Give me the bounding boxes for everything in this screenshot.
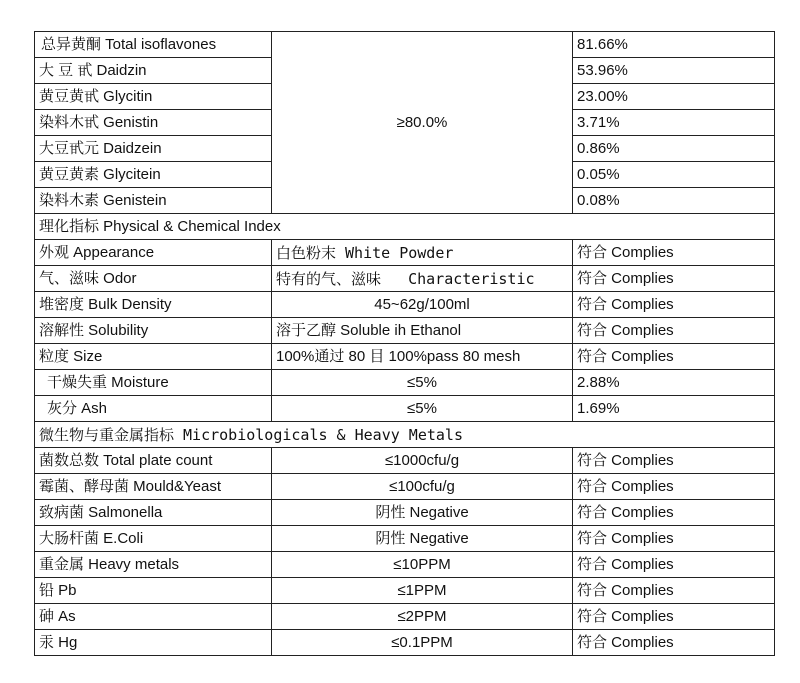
- section-header-row: [35, 422, 775, 448]
- spec-cell: 阴性 Negative: [272, 526, 573, 552]
- result-cell: 53.96%: [573, 58, 775, 84]
- item-cell: 干燥失重 Moisture: [35, 370, 272, 396]
- section-title-physical: 理化指标 Physical & Chemical Index: [35, 214, 775, 240]
- spec-cell: 溶于乙醇 Soluble ih Ethanol: [272, 318, 573, 344]
- result-cell: 符合 Complies: [573, 344, 775, 370]
- spec-cell: ≤5%: [272, 396, 573, 422]
- table-row: [35, 500, 775, 526]
- spec-cell: 白色粉末 White Powder: [272, 240, 573, 266]
- table-row: [35, 292, 775, 318]
- item-cell: 堆密度 Bulk Density: [35, 292, 272, 318]
- item-cell: 大豆甙元 Daidzein: [35, 136, 272, 162]
- table-row: [35, 526, 775, 552]
- section-title-micro: 微生物与重金属指标 Microbiologicals & Heavy Metals: [35, 422, 775, 448]
- spec-cell: ≤5%: [272, 370, 573, 396]
- item-cell: 铅 Pb: [35, 578, 272, 604]
- result-cell: 符合 Complies: [573, 552, 775, 578]
- spec-cell: ≤1PPM: [272, 578, 573, 604]
- item-cell: 外观 Appearance: [35, 240, 272, 266]
- result-cell: 符合 Complies: [573, 604, 775, 630]
- item-cell: 黄豆黄素 Glycitein: [35, 162, 272, 188]
- spec-cell: 特有的气、滋味 Characteristic: [272, 266, 573, 292]
- result-cell: 符合 Complies: [573, 318, 775, 344]
- table-row: [35, 370, 775, 396]
- table-row: [35, 318, 775, 344]
- spec-cell: 阴性 Negative: [272, 500, 573, 526]
- spec-cell: ≤100cfu/g: [272, 474, 573, 500]
- result-cell: 符合 Complies: [573, 630, 775, 656]
- result-cell: 0.08%: [573, 188, 775, 214]
- result-cell: 2.88%: [573, 370, 775, 396]
- result-cell: 1.69%: [573, 396, 775, 422]
- table-row: [35, 344, 775, 370]
- result-cell: 符合 Complies: [573, 292, 775, 318]
- specification-table: [34, 31, 775, 656]
- table-row: [35, 266, 775, 292]
- spec-cell: ≤0.1PPM: [272, 630, 573, 656]
- result-cell: 81.66%: [573, 32, 775, 58]
- section-header-row: [35, 214, 775, 240]
- item-cell: 黄豆黄甙 Glycitin: [35, 84, 272, 110]
- item-cell: 染料木甙 Genistin: [35, 110, 272, 136]
- result-cell: 符合 Complies: [573, 526, 775, 552]
- item-cell: 大肠杆菌 E.Coli: [35, 526, 272, 552]
- table-row: [35, 604, 775, 630]
- result-cell: 23.00%: [573, 84, 775, 110]
- table-row: [35, 552, 775, 578]
- item-cell: 气、滋味 Odor: [35, 266, 272, 292]
- table-row: [35, 578, 775, 604]
- item-cell: 重金属 Heavy metals: [35, 552, 272, 578]
- item-cell: 致病菌 Salmonella: [35, 500, 272, 526]
- result-cell: 3.71%: [573, 110, 775, 136]
- result-cell: 符合 Complies: [573, 500, 775, 526]
- item-cell: 染料木素 Genistein: [35, 188, 272, 214]
- result-cell: 符合 Complies: [573, 578, 775, 604]
- table-row: [35, 32, 775, 58]
- spec-cell: 100%通过 80 目 100%pass 80 mesh: [272, 344, 573, 370]
- item-cell: 霉菌、酵母菌 Mould&Yeast: [35, 474, 272, 500]
- result-cell: 0.86%: [573, 136, 775, 162]
- result-cell: 0.05%: [573, 162, 775, 188]
- item-cell: 粒度 Size: [35, 344, 272, 370]
- spec-cell: 45~62g/100ml: [272, 292, 573, 318]
- isoflavone-spec-merged-cell: ≥80.0%: [272, 32, 573, 214]
- item-cell: 汞 Hg: [35, 630, 272, 656]
- item-cell: 总异黄酮 Total isoflavones: [35, 32, 272, 58]
- table-row: [35, 474, 775, 500]
- result-cell: 符合 Complies: [573, 448, 775, 474]
- spec-cell: ≤2PPM: [272, 604, 573, 630]
- item-cell: 溶解性 Solubility: [35, 318, 272, 344]
- result-cell: 符合 Complies: [573, 474, 775, 500]
- item-cell: 菌数总数 Total plate count: [35, 448, 272, 474]
- table-row: [35, 630, 775, 656]
- table-row: [35, 240, 775, 266]
- result-cell: 符合 Complies: [573, 240, 775, 266]
- item-cell: 灰分 Ash: [35, 396, 272, 422]
- spec-cell: ≤10PPM: [272, 552, 573, 578]
- table-row: [35, 448, 775, 474]
- spec-cell: ≤1000cfu/g: [272, 448, 573, 474]
- result-cell: 符合 Complies: [573, 266, 775, 292]
- item-cell: 砷 As: [35, 604, 272, 630]
- item-cell: 大 豆 甙 Daidzin: [35, 58, 272, 84]
- table-row: [35, 396, 775, 422]
